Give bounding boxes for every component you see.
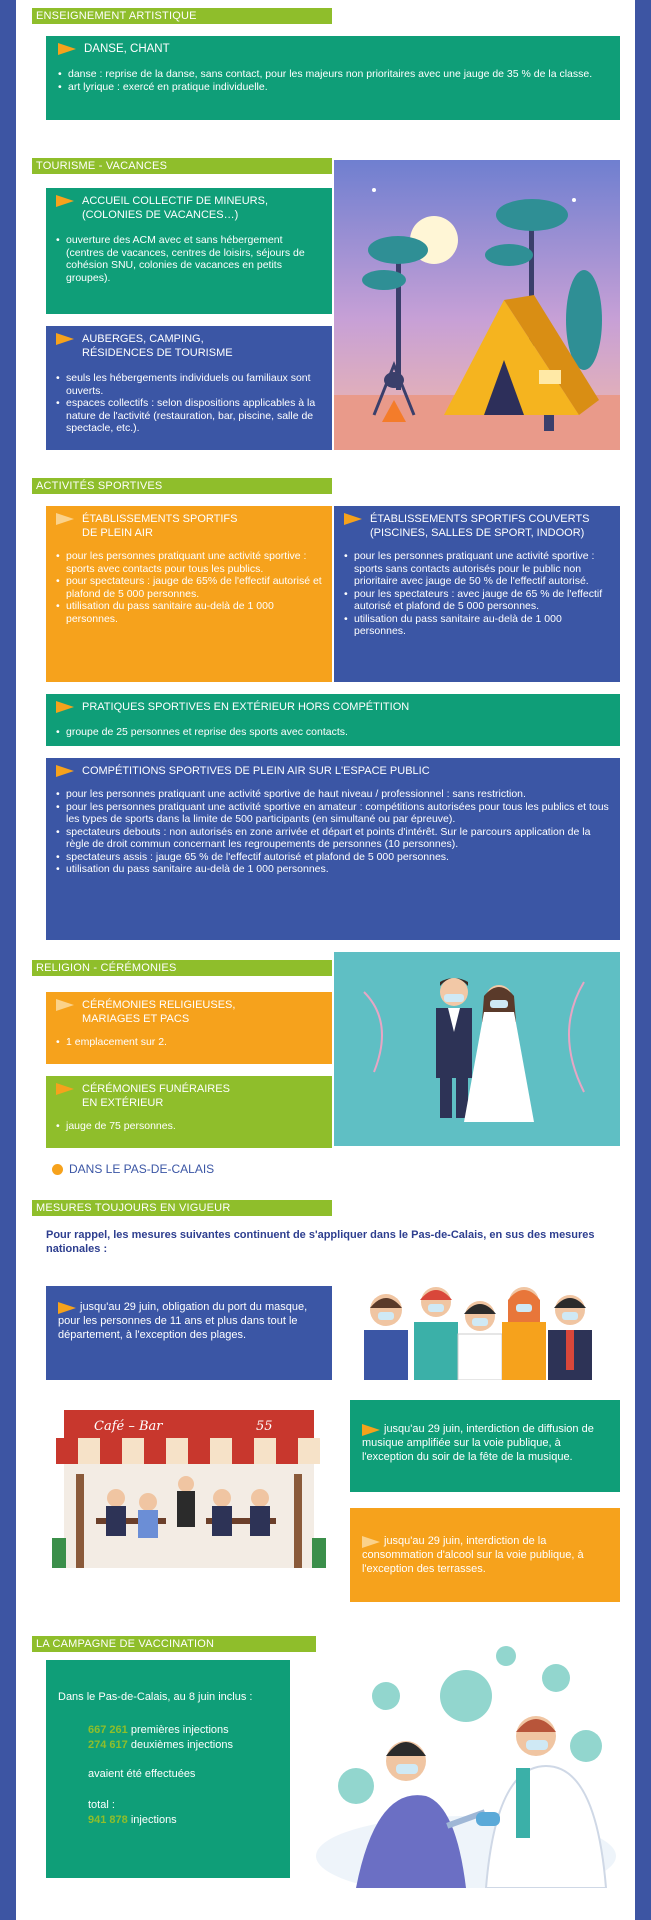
art-box-title: DANSE, CHANT	[84, 43, 170, 55]
cafe-sign-text: Café – Bar	[94, 1419, 163, 1434]
arrow-icon	[58, 43, 76, 55]
list-item: • seuls les hébergements individuels ou familiaux sont ouverts.	[56, 372, 322, 397]
list-item: • pour spectateurs : jauge de 65% de l'effectif autorisé et plafond de 5 000 personnes.	[56, 575, 322, 600]
arrow-icon	[56, 195, 74, 207]
mask-icon	[444, 994, 464, 1002]
funeraires-box-title-2: EN EXTÉRIEUR	[82, 1097, 164, 1109]
plein-air-box-head	[56, 512, 322, 540]
religieuses-box-title-2: MARIAGES ET PACS	[82, 1013, 190, 1025]
list-item: • art lyrique : exercé en pratique individuelle.	[58, 81, 608, 94]
musique-box	[350, 1400, 620, 1492]
arrow-icon	[56, 765, 74, 777]
camping-svg	[334, 160, 620, 450]
masque-text: jusqu'au 29 juin, obligation du port du masque, pour les personnes de 11 ans et plus dans tout le département, à l'exception des plages.	[58, 1301, 308, 1341]
section-title-tourism: TOURISME - VACANCES	[32, 158, 332, 174]
acm-box-list	[56, 234, 322, 284]
cafe-number-text: 55	[256, 1419, 273, 1434]
auberge-box-title-2: RÉSIDENCES DE TOURISME	[82, 347, 233, 359]
vaccination-total-suffix: injections	[130, 1814, 177, 1826]
funeraires-box-title-1: CÉRÉMONIES FUNÉRAIRES	[82, 1083, 230, 1095]
vaccination-first-line	[58, 1723, 278, 1738]
vaccination-second-line	[58, 1738, 278, 1753]
people-svg	[356, 1272, 620, 1380]
list-item: • utilisation du pass sanitaire au-delà de 1 000 personnes.	[56, 863, 610, 876]
section-title-sport: ACTIVITÉS SPORTIVES	[32, 478, 332, 494]
mesures-intro: Pour rappel, les mesures suivantes continuent de s'appliquer dans le Pas-de-Calais, en sus des mesures nationales :	[46, 1229, 595, 1255]
couverts-box-head	[344, 512, 610, 540]
couverts-box-title-2: (PISCINES, SALLES DE SPORT, INDOOR)	[370, 527, 585, 539]
religieuses-box-title-1: CÉRÉMONIES RELIGIEUSES,	[82, 999, 236, 1011]
musique-text: jusqu'au 29 juin, interdiction de diffusion de musique amplifiée sur la voie publique, à l'exception du soir de la fête de la musique.	[362, 1423, 594, 1463]
art-box-list	[58, 68, 608, 93]
section-title-religion: RELIGION - CÉRÉMONIES	[32, 960, 332, 976]
list-item: • utilisation du pass sanitaire au-delà de 1 000 personnes.	[56, 600, 322, 625]
acm-box-title-1: ACCUEIL COLLECTIF DE MINEURS,	[82, 195, 269, 207]
page	[16, 0, 635, 1920]
plein-air-box-title-1: ÉTABLISSEMENTS SPORTIFS	[82, 513, 238, 525]
arrow-icon	[56, 333, 74, 345]
auberge-box-title-1: AUBERGES, CAMPING,	[82, 333, 204, 345]
cafe-illustration	[46, 1398, 332, 1568]
plein-air-box	[46, 506, 332, 682]
pas-de-calais-label: DANS LE PAS-DE-CALAIS	[69, 1162, 215, 1176]
arrow-icon	[362, 1424, 380, 1436]
list-item: • utilisation du pass sanitaire au-delà de 1 000 personnes.	[344, 613, 610, 638]
exterieur-box-title: PRATIQUES SPORTIVES EN EXTÉRIEUR HORS COMPÉTITION	[82, 701, 410, 713]
arrow-icon	[344, 513, 362, 525]
list-item: • pour les personnes pratiquant une activité sportive de haut niveau / professionnel : sans restriction.	[56, 788, 610, 801]
vaccination-second-num: 274 617	[88, 1739, 128, 1751]
arrow-icon	[58, 1302, 76, 1314]
auberge-box-list	[56, 372, 322, 435]
art-box-head	[58, 42, 608, 56]
religieuses-box-list	[56, 1036, 322, 1049]
vaccination-first-label: premières injections	[130, 1724, 229, 1736]
mask-icon	[490, 1000, 508, 1008]
competitions-box-list	[56, 788, 610, 876]
vaccination-done: avaient été effectuées	[88, 1768, 196, 1780]
list-item: • spectateurs assis : jauge 65 % de l'effectif autorisé et plafond de 5 000 personnes.	[56, 851, 610, 864]
competitions-box-head	[56, 764, 610, 778]
vaccination-box	[46, 1660, 290, 1878]
plein-air-box-title-2: DE PLEIN AIR	[82, 527, 153, 539]
religieuses-box-head	[56, 998, 322, 1026]
pas-de-calais-heading	[52, 1160, 214, 1178]
religieuses-box	[46, 992, 332, 1064]
cafe-svg	[46, 1398, 332, 1568]
lantern-icon	[544, 415, 554, 431]
acm-box-title-2: (COLONIES DE VACANCES…)	[82, 209, 239, 221]
alcool-text: jusqu'au 29 juin, interdiction de la consommation d'alcool sur la voie publique, à l'exception des terrasses.	[362, 1535, 584, 1575]
vaccine-illustration	[316, 1636, 620, 1888]
list-item: • pour les personnes pratiquant une activité sportive : sports sans contacts autorisés pour le public non prioritaire avec jauge de 50 % de l'effectif autorisé.	[344, 550, 610, 588]
competitions-box-title: COMPÉTITIONS SPORTIVES DE PLEIN AIR SUR L'ESPACE PUBLIC	[82, 765, 430, 777]
people-illustration	[356, 1272, 620, 1380]
auberge-box-head	[56, 332, 322, 360]
vaccination-first-num: 667 261	[88, 1724, 128, 1736]
vaccination-total-line	[58, 1813, 278, 1828]
masque-box	[46, 1286, 332, 1380]
vaccination-total-label: total :	[88, 1799, 115, 1811]
auberge-box	[46, 326, 332, 450]
list-item: • espaces collectifs : selon dispositions applicables à la nature de l'activité (restauration, bar, piscine, salle de spectacle, etc.).	[56, 397, 322, 435]
vaccination-total-num: 941 878	[88, 1814, 128, 1826]
arrow-icon	[362, 1536, 380, 1548]
funeraires-box	[46, 1076, 332, 1148]
alcool-box	[350, 1508, 620, 1602]
vaccine-svg	[316, 1636, 620, 1888]
exterieur-box-list	[56, 726, 610, 739]
camping-illustration	[334, 160, 620, 450]
competitions-box	[46, 758, 620, 940]
wedding-svg	[334, 952, 620, 1146]
arrow-icon	[56, 513, 74, 525]
list-item: • jauge de 75 personnes.	[56, 1120, 322, 1133]
list-item: • 1 emplacement sur 2.	[56, 1036, 322, 1049]
section-title-art: ENSEIGNEMENT ARTISTIQUE	[32, 8, 332, 24]
funeraires-box-head	[56, 1082, 322, 1110]
section-title-vaccination: LA CAMPAGNE DE VACCINATION	[32, 1636, 318, 1652]
arrow-icon	[56, 999, 74, 1011]
exterieur-box-head	[56, 700, 610, 714]
vaccination-intro: Dans le Pas-de-Calais, au 8 juin inclus :	[58, 1691, 253, 1703]
wedding-illustration	[334, 952, 620, 1146]
dot-icon	[52, 1164, 63, 1175]
vaccination-second-label: deuxièmes injections	[130, 1739, 233, 1751]
plein-air-box-list	[56, 550, 322, 625]
list-item: • pour les spectateurs : avec jauge de 65 % de l'effectif autorisé et plafond de 5 000 personnes.	[344, 588, 610, 613]
list-item: • danse : reprise de la danse, sans contact, pour les majeurs non prioritaires avec une jauge de 35 % de la classe.	[58, 68, 608, 81]
section-title-mesures: MESURES TOUJOURS EN VIGUEUR	[32, 1200, 332, 1216]
list-item: • pour les personnes pratiquant une activité sportive en amateur : compétitions autorisées pour tous les publics et tous les types de sports dans la limite de 500 participants (en simultané ou par épreuve).	[56, 801, 610, 826]
couverts-box-list	[344, 550, 610, 638]
list-item: • pour les personnes pratiquant une activité sportive : sports avec contacts pour tous les publics.	[56, 550, 322, 575]
list-item: • groupe de 25 personnes et reprise des sports avec contacts.	[56, 726, 610, 739]
list-item: • spectateurs debouts : non autorisés en zone arrivée et départ et points d'intérêt. Sur le parcours application de la règle de droit commun concernant les regroupements de personnes (10 personnes).	[56, 826, 610, 851]
art-box	[46, 36, 620, 120]
funeraires-box-list	[56, 1120, 322, 1133]
exterieur-box	[46, 694, 620, 746]
couverts-box	[334, 506, 620, 682]
arrow-icon	[56, 1083, 74, 1095]
couverts-box-title-1: ÉTABLISSEMENTS SPORTIFS COUVERTS	[370, 513, 590, 525]
acm-box-head	[56, 194, 322, 222]
list-item: • ouverture des ACM avec et sans hébergement (centres de vacances, centres de loisirs, séjours de cohésion SNU, colonies de vacances en petits groupes).	[56, 234, 322, 284]
arrow-icon	[56, 701, 74, 713]
acm-box	[46, 188, 332, 314]
